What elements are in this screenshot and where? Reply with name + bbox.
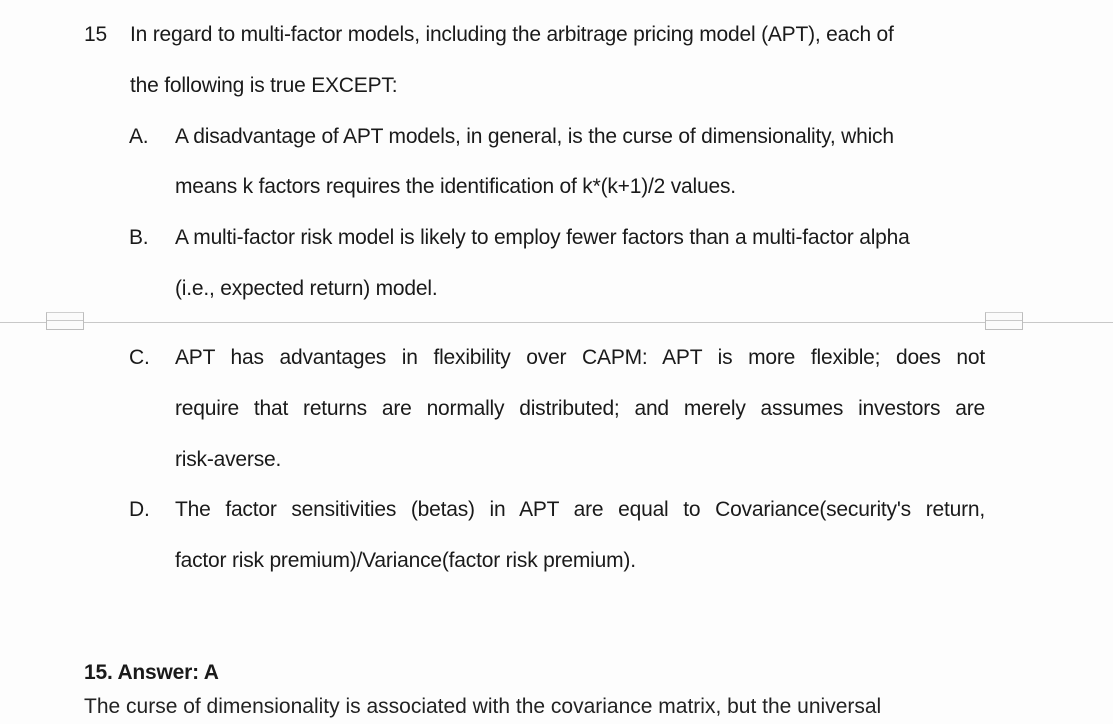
option-b-line-1: A multi-factor risk model is likely to employ fewer factors than a multi-factor alpha xyxy=(175,226,910,249)
option-a-line-1: A disadvantage of APT models, in general, is the curse of dimensionality, which xyxy=(175,125,894,148)
answer-explanation-partial: The curse of dimensionality is associated with the covariance matrix, but the universal xyxy=(84,695,882,718)
question-stem-line-1: In regard to multi-factor models, including the arbitrage pricing model (APT), each of xyxy=(130,23,894,46)
option-d-line-1: The factor sensitivities (betas) in APT are equal to Covariance(security's return, xyxy=(175,498,985,521)
option-d-line-2: factor risk premium)/Variance(factor risk premium). xyxy=(175,549,636,572)
option-b-letter: B. xyxy=(129,226,149,249)
right-margin-marker xyxy=(985,312,1023,330)
option-c-line-1: APT has advantages in flexibility over CAPM: APT is more flexible; does not xyxy=(175,346,985,369)
option-c-letter: C. xyxy=(129,346,150,369)
left-margin-marker xyxy=(46,312,84,330)
option-a-line-2: means k factors requires the identification of k*(k+1)/2 values. xyxy=(175,175,736,198)
option-b-line-2: (i.e., expected return) model. xyxy=(175,277,438,300)
option-c-line-3: risk-averse. xyxy=(175,448,282,471)
page-break-line xyxy=(0,322,1113,323)
question-number: 15 xyxy=(84,23,107,46)
option-c-line-2: require that returns are normally distributed; and merely assumes investors are xyxy=(175,397,985,420)
answer-heading: 15. Answer: A xyxy=(84,661,219,684)
question-stem-line-2: the following is true EXCEPT: xyxy=(130,74,398,97)
option-d-letter: D. xyxy=(129,498,150,521)
option-a-letter: A. xyxy=(129,125,149,148)
